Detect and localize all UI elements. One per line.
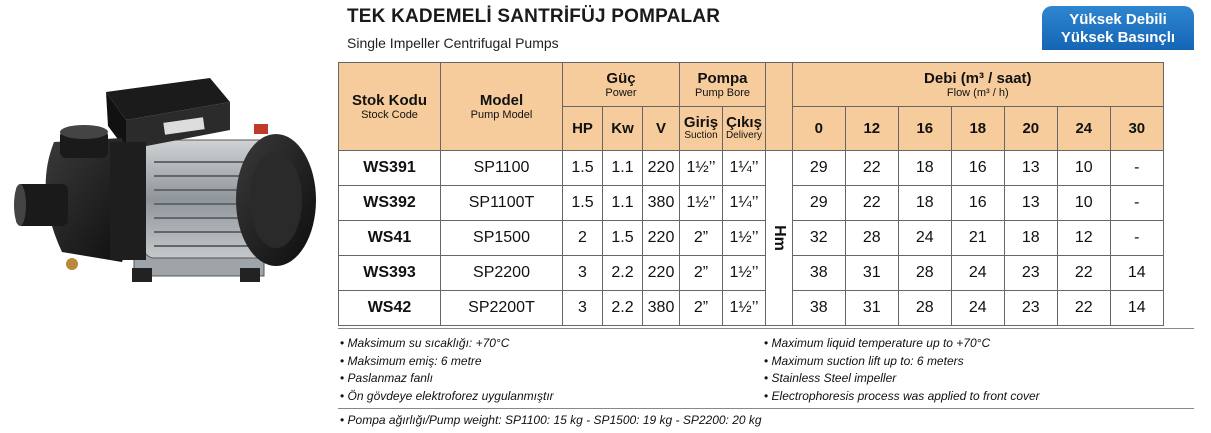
note-item: • Stainless Steel impeller [764,370,1040,388]
head-cell: 13 [1004,186,1057,221]
head-cell: 29 [792,151,845,186]
head-cell: - [1110,151,1163,186]
page-title: TEK KADEMELİ SANTRİFÜJ POMPALAR [347,6,721,27]
voltage-cell: 220 [643,256,680,291]
note-item: • Maksimum su sıcaklığı: +70°C [340,335,554,353]
head-cell: 24 [898,221,951,256]
head-cell: 22 [1057,256,1110,291]
kw-cell: 2.2 [603,256,643,291]
head-cell: 22 [1057,291,1110,326]
head-cell: 31 [845,291,898,326]
stock-code-cell: WS393 [339,256,441,291]
voltage-cell: 380 [643,291,680,326]
head-cell: 14 [1110,291,1163,326]
head-cell: 22 [845,186,898,221]
hp-cell: 2 [563,221,603,256]
header-v: V [643,107,680,151]
table-row [339,186,1164,221]
head-cell: 29 [792,186,845,221]
flow-col: 0 [792,107,845,151]
head-cell: 16 [951,151,1004,186]
divider-bottom [338,408,1194,409]
header-kw: Kw [603,107,643,151]
voltage-cell: 220 [643,151,680,186]
header-stock-code-en: Stock Code [361,109,418,121]
hp-cell: 3 [563,291,603,326]
spec-table [338,62,1164,326]
header-suction-en: Suction [684,129,718,141]
table-row [339,221,1164,256]
suction-cell: 2” [680,221,723,256]
header-model: Model Pump Model [441,63,563,151]
flow-col: 20 [1004,107,1057,151]
model-cell: SP1500 [441,221,563,256]
suction-cell: 1½’’ [680,186,723,221]
note-item: • Maximum suction lift up to: 6 meters [764,353,1040,371]
head-cell: 24 [951,256,1004,291]
header-gap [766,63,793,151]
head-cell: 18 [898,151,951,186]
note-item: • Ön gövdeye elektroforez uygulanmıştır [340,388,554,406]
delivery-cell: 1¼’’ [723,186,766,221]
header-flow: Debi (m³ / saat) Flow (m³ / h) [792,63,1163,107]
model-cell: SP1100T [441,186,563,221]
delivery-cell: 1½’’ [723,291,766,326]
note-item: • Paslanmaz fanlı [340,370,554,388]
feature-badge [1042,6,1194,50]
divider-top [338,328,1194,329]
badge-line-high-pressure: Yüksek Basınçlı [1060,29,1176,46]
notes-english [764,335,1040,405]
stock-code-cell: WS42 [339,291,441,326]
stock-code-cell: WS391 [339,151,441,186]
head-cell: 12 [1057,221,1110,256]
head-cell: 10 [1057,151,1110,186]
header-flow-en: Flow (m³ / h) [946,87,1009,99]
header-stock-code: Stok Kodu Stock Code [339,63,441,151]
model-cell: SP2200T [441,291,563,326]
table-row [339,291,1164,326]
hp-cell: 1.5 [563,151,603,186]
head-cell: 23 [1004,291,1057,326]
flow-col: 24 [1057,107,1110,151]
delivery-cell: 1½’’ [723,256,766,291]
header-power-en: Power [605,87,637,99]
header-power: Güç Power [563,63,680,107]
hm-label: Hm [766,151,793,326]
header-delivery: Çıkış Delivery [723,107,766,151]
suction-cell: 1½’’ [680,151,723,186]
head-cell: 23 [1004,256,1057,291]
note-item: • Electrophoresis process was applied to front cover [764,388,1040,406]
suction-cell: 2” [680,256,723,291]
kw-cell: 2.2 [603,291,643,326]
head-cell: 38 [792,256,845,291]
hp-cell: 3 [563,256,603,291]
header-suction: Giriş Suction [680,107,723,151]
delivery-cell: 1½’’ [723,221,766,256]
page-subtitle: Single Impeller Centrifugal Pumps [347,35,559,51]
pump-image [14,72,332,296]
delivery-cell: 1¼’’ [723,151,766,186]
head-cell: 10 [1057,186,1110,221]
stock-code-cell: WS41 [339,221,441,256]
head-cell: 24 [951,291,1004,326]
flow-col: 30 [1110,107,1163,151]
head-cell: 16 [951,186,1004,221]
head-cell: 21 [951,221,1004,256]
head-cell: 13 [1004,151,1057,186]
head-cell: 18 [1004,221,1057,256]
table-row [339,256,1164,291]
header-hp: HP [563,107,603,151]
suction-cell: 2” [680,291,723,326]
pump-weight-note: • Pompa ağırlığı/Pump weight: SP1100: 15 kg - SP1500: 19 kg - SP2200: 20 kg [340,413,762,427]
header-delivery-en: Delivery [725,129,763,141]
head-cell: 22 [845,151,898,186]
head-cell: 38 [792,291,845,326]
flow-col: 12 [845,107,898,151]
kw-cell: 1.1 [603,151,643,186]
head-cell: 28 [845,221,898,256]
head-cell: 18 [898,186,951,221]
note-item: • Maximum liquid temperature up to +70°C [764,335,1040,353]
header-pump-en: Pump Bore [694,87,751,99]
note-item: • Maksimum emiş: 6 metre [340,353,554,371]
flow-col: 16 [898,107,951,151]
stock-code-cell: WS392 [339,186,441,221]
voltage-cell: 380 [643,186,680,221]
voltage-cell: 220 [643,221,680,256]
notes-turkish [340,335,554,405]
head-cell: 28 [898,256,951,291]
table-row [339,151,1164,186]
header-model-en: Pump Model [470,109,533,121]
head-cell: 32 [792,221,845,256]
flow-col: 18 [951,107,1004,151]
head-cell: - [1110,186,1163,221]
header-pump: Pompa Pump Bore [680,63,766,107]
head-cell: 14 [1110,256,1163,291]
model-cell: SP2200 [441,256,563,291]
kw-cell: 1.1 [603,186,643,221]
head-cell: 31 [845,256,898,291]
head-cell: - [1110,221,1163,256]
head-cell: 28 [898,291,951,326]
model-cell: SP1100 [441,151,563,186]
kw-cell: 1.5 [603,221,643,256]
hp-cell: 1.5 [563,186,603,221]
badge-line-high-flow: Yüksek Debili [1069,11,1167,28]
